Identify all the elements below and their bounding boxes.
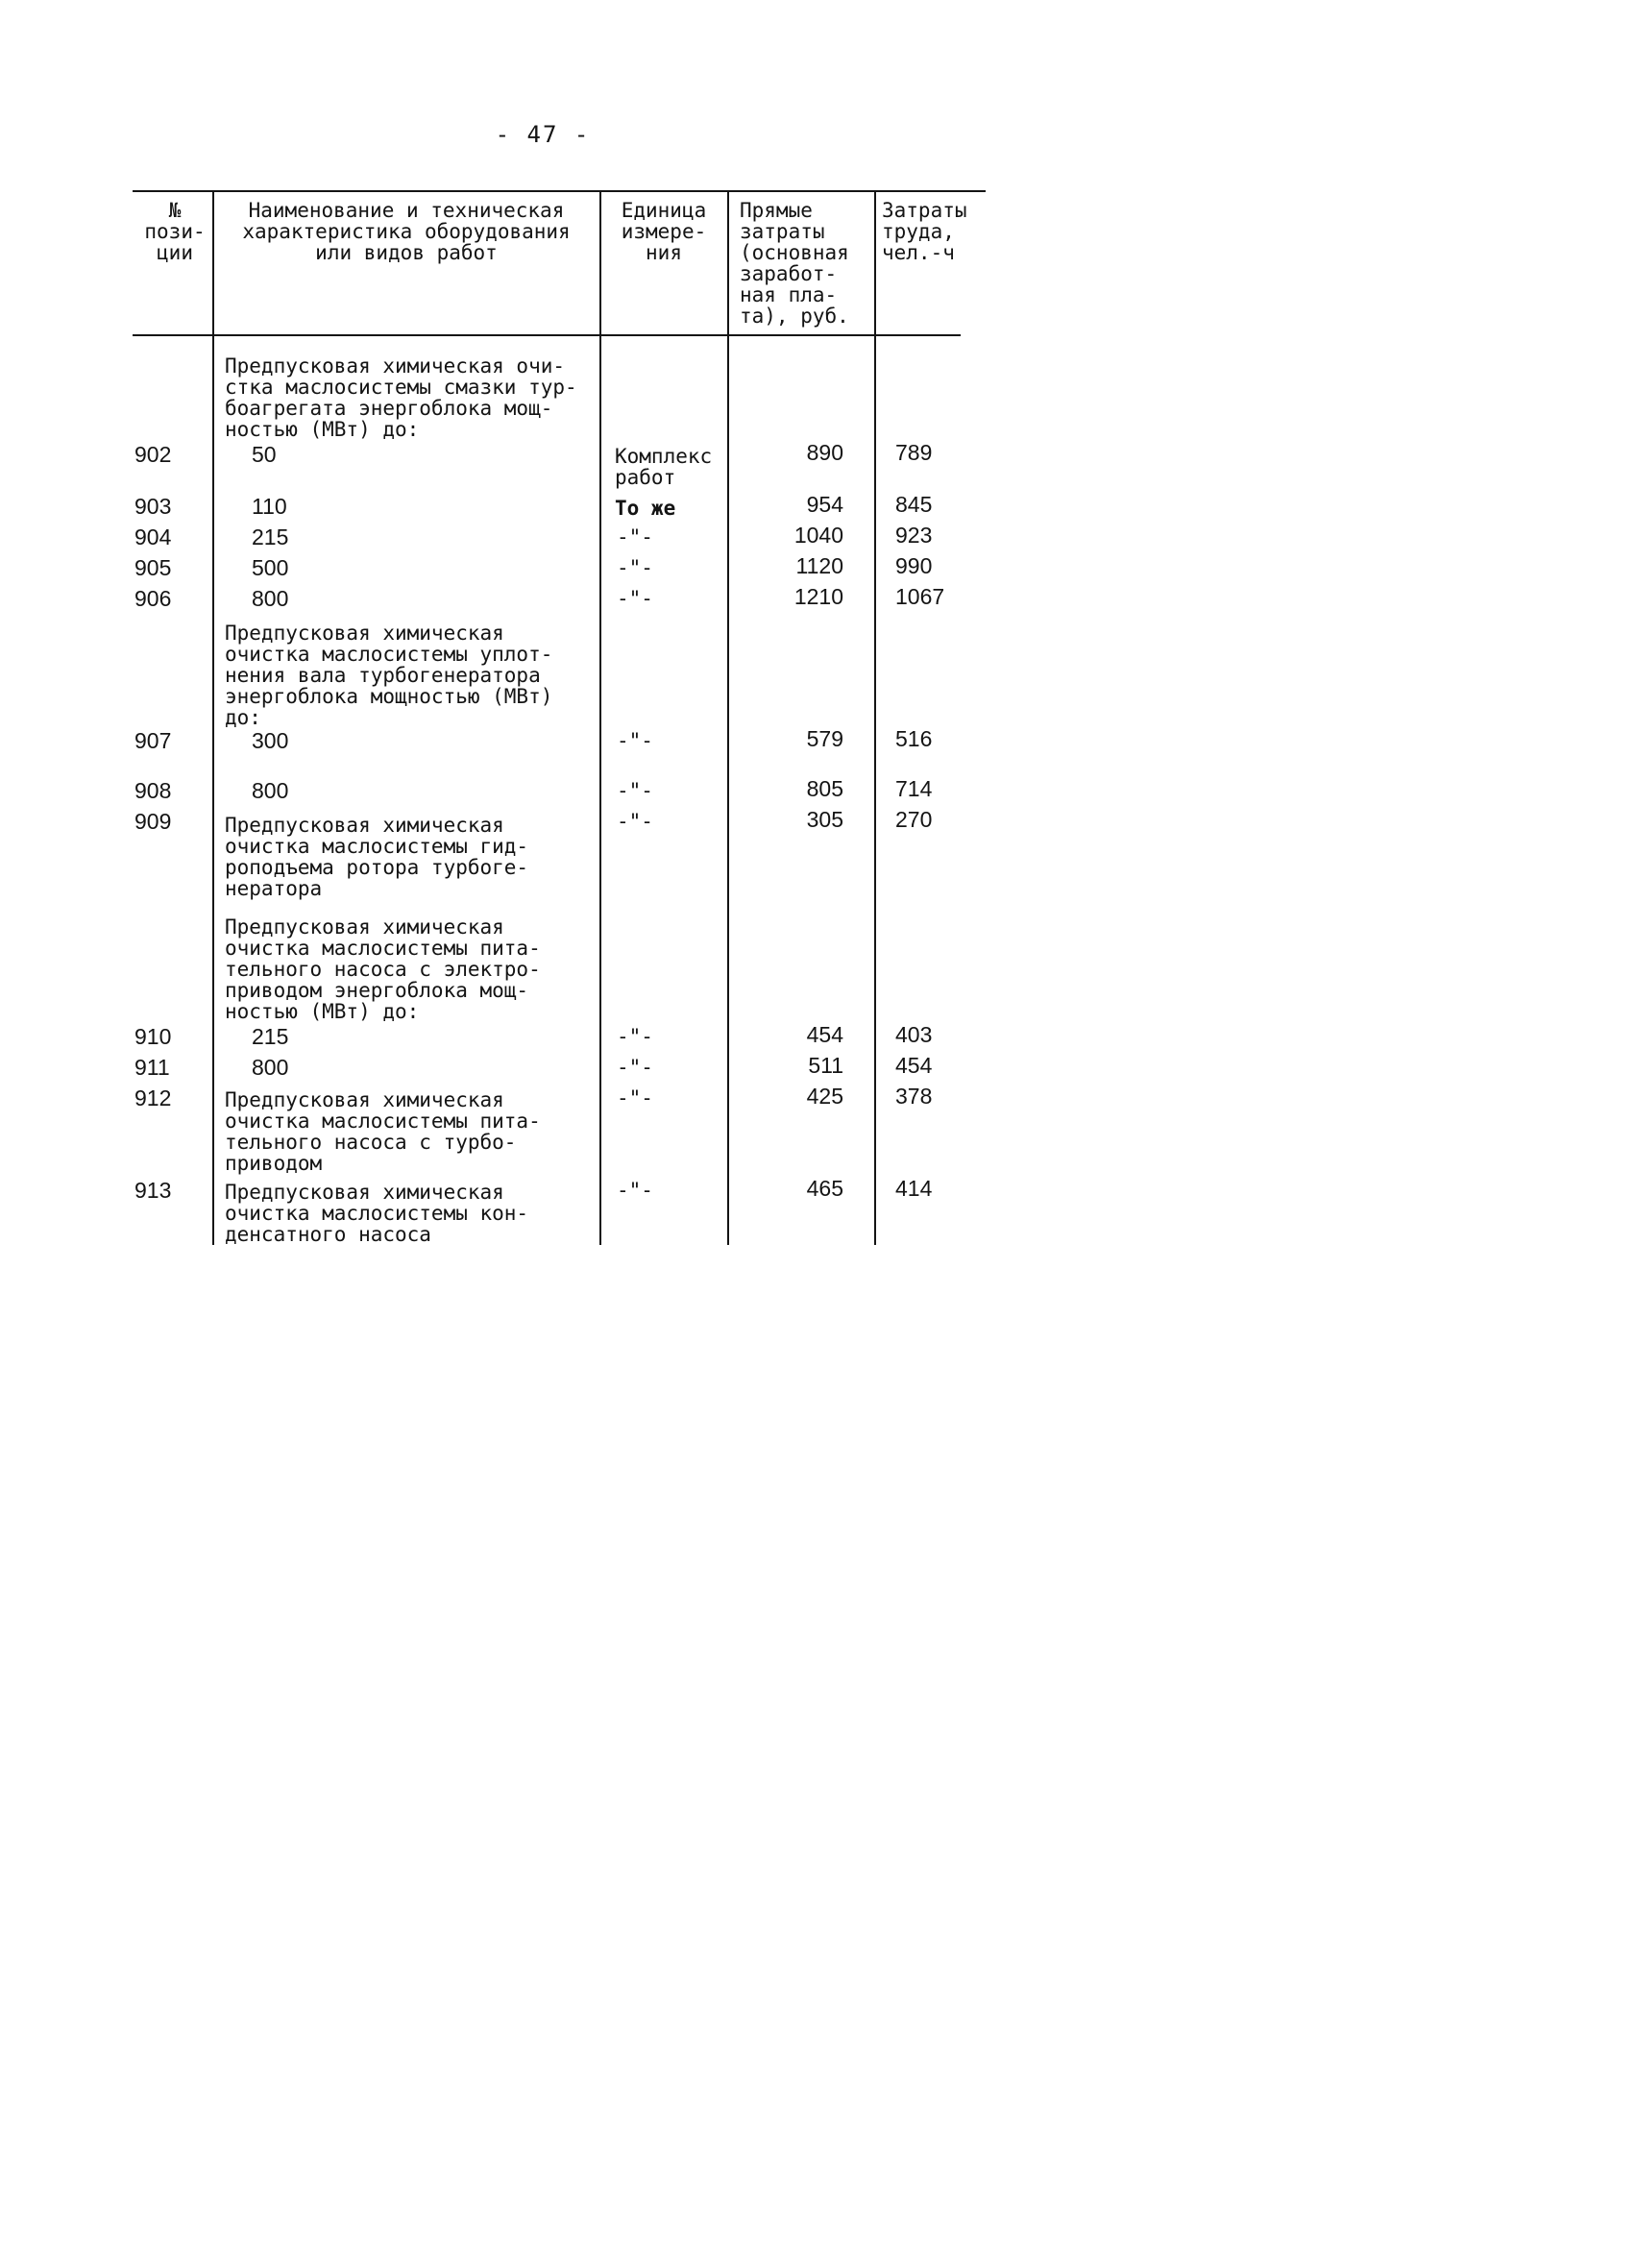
row-unit: -"- bbox=[617, 810, 653, 833]
row-name: Предпусковая химическая очи- стка маслосистемы смазки тур- боагрегата энергоблока мощ- ностью (МВт) до: bbox=[225, 354, 577, 441]
row-name: Предпусковая химическая очистка маслосистемы кон- денсатного насоса bbox=[225, 1181, 529, 1246]
row-labor: 414 bbox=[895, 1176, 933, 1201]
row-name: 215 bbox=[252, 1024, 289, 1049]
page-number: - 47 - bbox=[495, 121, 591, 148]
row-cost: 805 bbox=[806, 776, 843, 801]
row-position: 911 bbox=[134, 1055, 170, 1080]
row-cost: 465 bbox=[806, 1176, 843, 1201]
header-name: Наименование и техническая характеристика оборудования или видов работ bbox=[242, 199, 571, 264]
row-cost: 425 bbox=[806, 1084, 843, 1109]
row-unit: -"- bbox=[617, 1056, 653, 1079]
row-position: 906 bbox=[134, 586, 172, 611]
row-labor: 270 bbox=[895, 807, 933, 832]
column-divider-1 bbox=[212, 190, 214, 1245]
row-position: 904 bbox=[134, 524, 172, 549]
row-position: 910 bbox=[134, 1024, 172, 1049]
row-unit: -"- bbox=[617, 525, 653, 549]
row-cost: 454 bbox=[806, 1022, 843, 1047]
row-labor: 714 bbox=[895, 776, 933, 801]
row-unit: -"- bbox=[617, 779, 653, 802]
row-name: 800 bbox=[252, 586, 289, 611]
work-cost-table bbox=[133, 190, 986, 1247]
column-divider-3 bbox=[727, 190, 729, 1245]
row-name: 300 bbox=[252, 728, 289, 753]
column-divider-4 bbox=[874, 190, 876, 1245]
column-divider-2 bbox=[599, 190, 601, 1245]
row-cost: 579 bbox=[806, 726, 843, 751]
header-position: № пози- ции bbox=[144, 199, 206, 264]
row-name: 215 bbox=[252, 524, 289, 549]
row-position: 909 bbox=[134, 809, 172, 834]
row-labor: 378 bbox=[895, 1084, 933, 1109]
row-unit: -"- bbox=[617, 1179, 653, 1202]
header-labor: Затраты труда, чел.-ч bbox=[882, 199, 967, 264]
row-name: Предпусковая химическая очистка маслосистемы пита- тельного насоса с турбо- приводом bbox=[225, 1088, 541, 1175]
header-bottom-rule bbox=[133, 334, 961, 336]
row-cost: 1210 bbox=[793, 584, 843, 609]
row-labor: 1067 bbox=[895, 584, 945, 609]
row-cost: 954 bbox=[806, 492, 843, 517]
row-position: 912 bbox=[134, 1085, 172, 1110]
row-labor: 845 bbox=[895, 492, 933, 517]
row-position: 913 bbox=[134, 1178, 172, 1203]
row-position: 903 bbox=[134, 494, 172, 519]
row-position: 907 bbox=[134, 728, 172, 753]
row-name: 110 bbox=[252, 494, 287, 519]
row-labor: 454 bbox=[895, 1053, 933, 1078]
row-cost: 890 bbox=[806, 440, 843, 465]
row-cost: 1120 bbox=[795, 553, 843, 578]
row-name: Предпусковая химическая очистка маслосистемы пита- тельного насоса с электро- приводом энергоблока мощ- ностью (МВт) до: bbox=[225, 915, 541, 1023]
row-name: Предпусковая химическая очистка маслосистемы уплот- нения вала турбогенератора энергоблока мощностью (МВт) до: bbox=[225, 622, 553, 729]
header-direct-costs: Прямые затраты (основная заработ- ная пла- та), руб. bbox=[740, 199, 849, 328]
row-cost: 305 bbox=[806, 807, 843, 832]
row-position: 908 bbox=[134, 778, 172, 803]
row-unit: То же bbox=[615, 497, 676, 520]
row-cost: 1040 bbox=[793, 523, 843, 548]
row-unit: -"- bbox=[617, 556, 653, 579]
row-unit: Комплекс работ bbox=[615, 445, 713, 489]
row-name: 500 bbox=[252, 555, 289, 580]
row-position: 902 bbox=[134, 442, 172, 467]
row-labor: 403 bbox=[895, 1022, 933, 1047]
row-unit: -"- bbox=[617, 729, 653, 752]
row-name: 800 bbox=[252, 778, 289, 803]
row-labor: 516 bbox=[895, 726, 933, 751]
table-top-rule bbox=[133, 190, 986, 192]
row-position: 905 bbox=[134, 555, 172, 580]
row-unit: -"- bbox=[617, 1086, 653, 1110]
row-labor: 923 bbox=[895, 523, 933, 548]
row-unit: -"- bbox=[617, 1025, 653, 1048]
header-unit: Единица измере- ния bbox=[621, 199, 707, 264]
row-labor: 990 bbox=[895, 553, 933, 578]
row-name: Предпусковая химическая очистка маслосистемы гид- роподъема ротора турбоге- нератора bbox=[225, 814, 529, 900]
row-name: 50 bbox=[252, 442, 277, 467]
row-unit: -"- bbox=[617, 587, 653, 610]
row-name: 800 bbox=[252, 1055, 289, 1080]
row-cost: 511 bbox=[808, 1053, 843, 1078]
row-labor: 789 bbox=[895, 440, 933, 465]
